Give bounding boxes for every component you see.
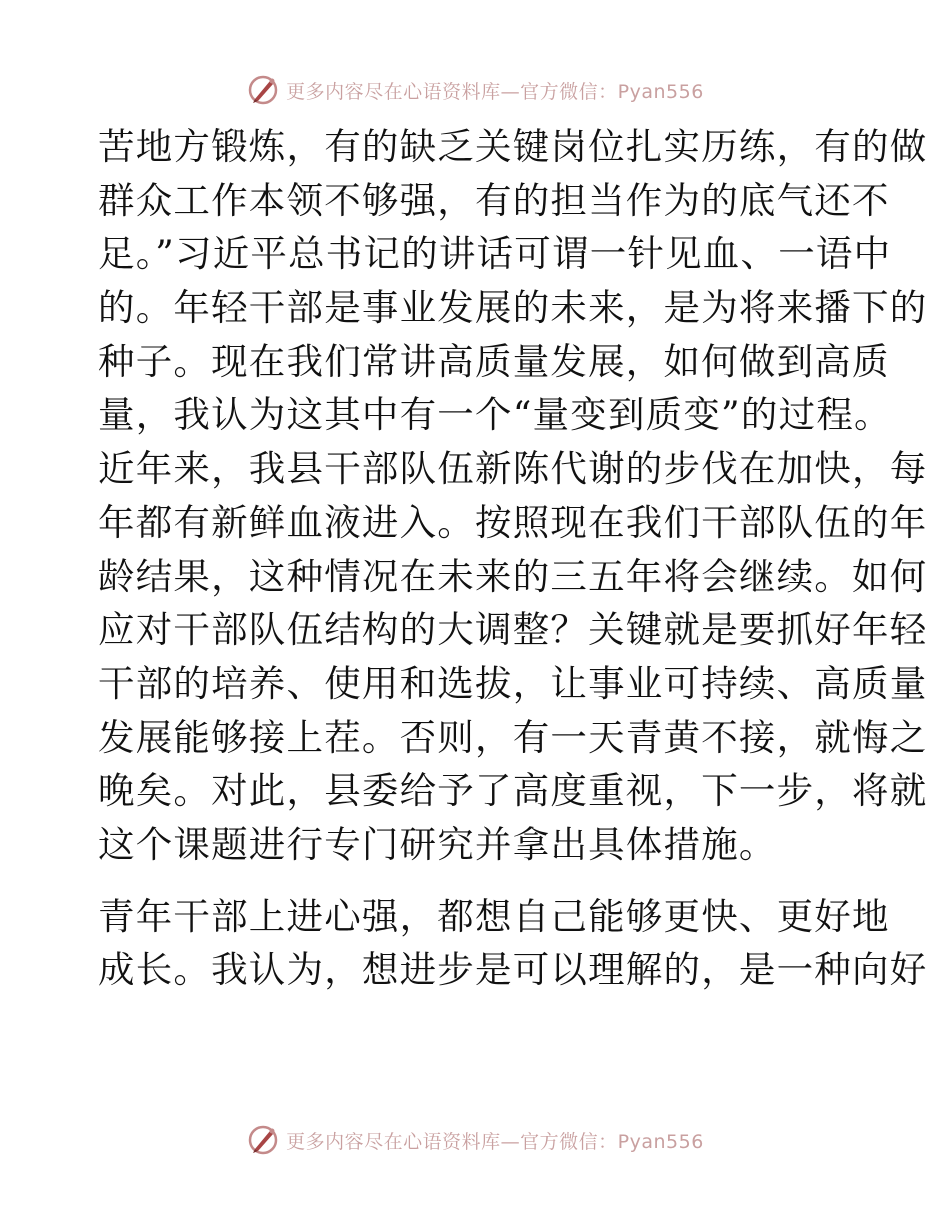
header-banner [0, 70, 950, 110]
header-wechat-id: Pyan556 [617, 80, 704, 103]
footer-banner-text: 更多内容尽在心语资料库—官方微信：Pyan556 [286, 1130, 704, 1153]
text-line: 种子。现在我们常讲高质量发展，如何做到高质 [98, 339, 890, 383]
text-line: 的。年轻干部是事业发展的未来，是为将来播下的 [98, 286, 928, 330]
paragraph-1 [98, 120, 928, 872]
text-line: 近年来，我县干部队伍新陈代谢的步伐在加快，每 [98, 447, 928, 491]
document-body [98, 120, 928, 997]
paragraph-gap [98, 872, 858, 890]
header-banner-text: 更多内容尽在心语资料库—官方微信：Pyan556 [286, 80, 704, 103]
text-line: 晚矣。对此，县委给予了高度重视，下一步，将就 [98, 769, 928, 813]
text-line: 群众工作本领不够强，有的担当作为的底气还不 [98, 178, 890, 222]
text-line: 发展能够接上茬。否则，有一天青黄不接，就悔之 [98, 715, 928, 759]
text-line: 应对干部队伍结构的大调整？关键就是要抓好年轻 [98, 608, 928, 652]
text-line: 干部的培养、使用和选拔，让事业可持续、高质量 [98, 661, 928, 705]
text-line: 量，我认为这其中有一个“量变到质变”的过程。 [98, 393, 892, 437]
text-line: 龄结果，这种情况在未来的三五年将会继续。如何 [98, 554, 928, 598]
text-line: 年都有新鲜血液进入。按照现在我们干部队伍的年 [98, 500, 928, 544]
text-line: 苦地方锻炼，有的缺乏关键岗位扎实历练，有的做 [98, 125, 928, 168]
text-line: 青年干部上进心强，都想自己能够更快、更好地 [98, 894, 890, 938]
quill-pen-circle-icon [246, 1123, 280, 1157]
text-line: 足。”习近平总书记的讲话可谓一针见血、一语中 [98, 232, 892, 276]
footer-wechat-id: Pyan556 [617, 1130, 704, 1153]
quill-pen-circle-icon [246, 73, 280, 107]
paragraph-2 [98, 890, 928, 997]
text-line: 成长。我认为，想进步是可以理解的，是一种向好 [98, 948, 928, 992]
footer-banner [0, 1120, 950, 1160]
text-line: 这个课题进行专门研究并拿出具体措施。 [98, 822, 777, 866]
